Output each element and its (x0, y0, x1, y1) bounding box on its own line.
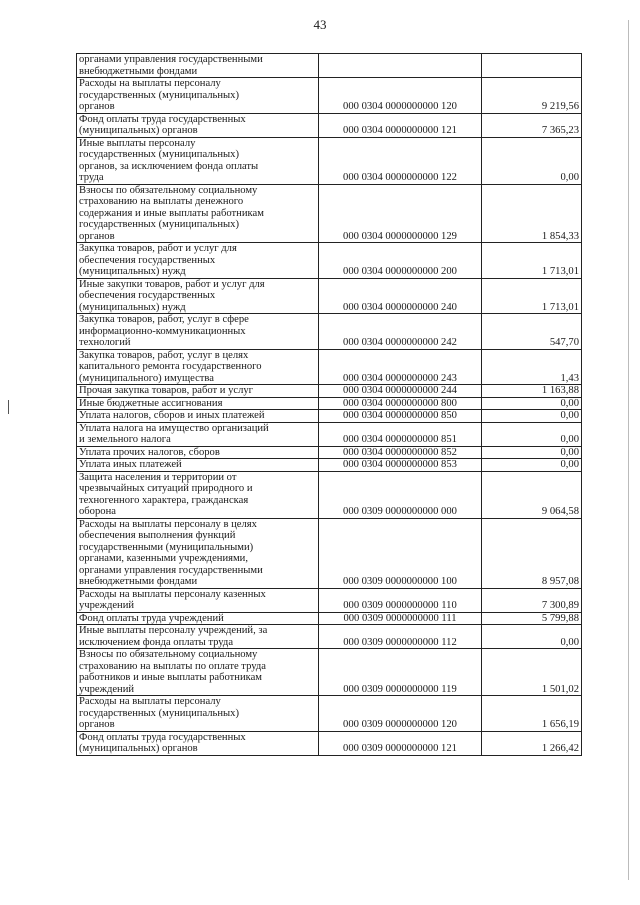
table-row (77, 184, 582, 243)
row-value-cell: 1 854,33 (482, 184, 582, 243)
row-name-line: Уплата налогов, сборов и иных платежей (79, 410, 265, 421)
row-code-cell: 000 0309 0000000000 112 (319, 625, 482, 649)
row-value-cell: 5 799,88 (482, 612, 582, 625)
row-name-line: содержания и иные выплаты работникам (79, 207, 264, 219)
row-code-cell: 000 0309 0000000000 110 (319, 588, 482, 612)
row-value-cell: 9 064,58 (482, 471, 582, 518)
row-value-cell: 1,43 (482, 349, 582, 385)
row-name-cell (77, 588, 319, 612)
row-name-line: Уплата прочих налогов, сборов (79, 446, 220, 458)
table-row (77, 459, 582, 472)
row-name-line: органами, казенными учреждениями, (79, 553, 249, 564)
row-name-cell (77, 397, 319, 410)
row-value-cell: 7 365,23 (482, 113, 582, 137)
right-margin-mark (628, 20, 629, 880)
row-name-line: (муниципальных) нужд (79, 301, 186, 313)
row-name-cell (77, 349, 319, 385)
row-name-line: Закупка товаров, работ, услуг в сфере (79, 314, 249, 325)
row-name-line: Фонд оплаты труда государственных (79, 731, 246, 743)
row-code-cell (319, 54, 482, 78)
row-name-line: Уплата иных платежей (79, 459, 182, 470)
row-name-cell (77, 184, 319, 243)
row-name-cell (77, 471, 319, 518)
table-row (77, 349, 582, 385)
row-value-cell: 1 713,01 (482, 243, 582, 279)
row-name-line: внебюджетными фондами (79, 576, 198, 587)
table-row (77, 471, 582, 518)
row-name-line: учреждений (79, 600, 135, 611)
row-name-line: оборона (79, 506, 116, 517)
table-row (77, 612, 582, 625)
row-name-cell (77, 385, 319, 398)
row-value-cell: 8 957,08 (482, 518, 582, 588)
table-row (77, 625, 582, 649)
row-code-cell: 000 0304 0000000000 851 (319, 422, 482, 446)
table-row (77, 243, 582, 279)
table-row (77, 731, 582, 755)
row-name-cell (77, 243, 319, 279)
row-name-line: Взносы по обязательному социальному (79, 649, 258, 660)
row-name-cell (77, 612, 319, 625)
row-value-cell: 1 656,19 (482, 696, 582, 732)
row-code-cell: 000 0304 0000000000 852 (319, 446, 482, 459)
row-name-line: (муниципального) имущества (79, 372, 214, 384)
row-name-cell (77, 113, 319, 137)
table-row (77, 649, 582, 696)
row-name-line: информационно-коммуникационных (79, 325, 246, 337)
table-row (77, 278, 582, 314)
row-name-line: органами управления государственными (79, 564, 263, 576)
row-name-line: капитального ремонта государственного (79, 361, 262, 372)
row-value-cell: 0,00 (482, 137, 582, 184)
row-name-line: Расходы на выплаты персоналу (79, 696, 221, 707)
row-code-cell: 000 0309 0000000000 120 (319, 696, 482, 732)
table-row (77, 137, 582, 184)
row-code-cell: 000 0309 0000000000 000 (319, 471, 482, 518)
row-name-line: Расходы на выплаты персоналу (79, 78, 221, 89)
row-name-cell (77, 54, 319, 78)
row-name-cell (77, 731, 319, 755)
row-value-cell: 1 713,01 (482, 278, 582, 314)
row-code-cell: 000 0304 0000000000 850 (319, 410, 482, 423)
row-name-line: органов, за исключением фонда оплаты (79, 160, 259, 172)
row-value-cell: 547,70 (482, 314, 582, 350)
table-row (77, 518, 582, 588)
row-name-cell (77, 459, 319, 472)
row-name-cell (77, 422, 319, 446)
row-name-line: страхованию на выплаты денежного (79, 196, 244, 207)
row-value-cell: 0,00 (482, 397, 582, 410)
row-value-cell: 0,00 (482, 410, 582, 423)
row-name-line: органов (79, 230, 115, 242)
row-code-cell: 000 0304 0000000000 120 (319, 78, 482, 114)
row-name-line: обеспечения государственных (79, 290, 216, 301)
row-value-cell: 0,00 (482, 422, 582, 446)
table-row (77, 446, 582, 459)
row-value-cell (482, 54, 582, 78)
row-name-line: Иные бюджетные ассигнования (79, 397, 223, 409)
row-name-cell (77, 625, 319, 649)
row-name-line: государственных (муниципальных) (79, 89, 239, 101)
page-number: 43 (313, 17, 327, 32)
row-name-cell (77, 649, 319, 696)
row-name-line: государственных (муниципальных) (79, 149, 239, 160)
row-code-cell: 000 0304 0000000000 244 (319, 385, 482, 398)
row-name-line: Закупка товаров, работ и услуг для (79, 243, 237, 254)
row-name-line: учреждений (79, 683, 135, 695)
row-name-line: и земельного налога (79, 434, 171, 445)
row-name-line: техногенного характера, гражданская (79, 494, 249, 506)
table-row (77, 410, 582, 423)
budget-table-body (77, 54, 582, 756)
row-name-line: Иные выплаты персоналу (79, 137, 196, 149)
row-name-line: Иные закупки товаров, работ и услуг для (79, 278, 265, 290)
row-name-line: Расходы на выплаты персоналу в целях (79, 518, 257, 530)
row-code-cell: 000 0304 0000000000 853 (319, 459, 482, 472)
row-name-line: Защита населения и территории от (79, 471, 237, 483)
table-row (77, 422, 582, 446)
row-name-line: обеспечения государственных (79, 254, 216, 266)
row-name-line: обеспечения выполнения функций (79, 530, 236, 541)
row-code-cell: 000 0309 0000000000 100 (319, 518, 482, 588)
table-row (77, 696, 582, 732)
row-name-cell (77, 446, 319, 459)
row-name-line: Закупка товаров, работ, услуг в целях (79, 349, 249, 361)
row-name-line: (муниципальных) органов (79, 125, 198, 136)
row-code-cell: 000 0304 0000000000 800 (319, 397, 482, 410)
row-name-line: Расходы на выплаты персоналу казенных (79, 588, 266, 600)
row-name-line: работников и иные выплаты работникам (79, 672, 263, 683)
row-name-line: государственных (муниципальных) (79, 219, 239, 230)
row-name-line: Прочая закупка товаров, работ и услуг (79, 385, 254, 396)
table-row (77, 588, 582, 612)
row-name-line: (муниципальных) органов (79, 743, 198, 754)
row-name-line: труда (79, 172, 104, 183)
row-name-line: чрезвычайных ситуаций природного и (79, 483, 253, 494)
row-name-line: технологий (79, 337, 131, 348)
row-code-cell: 000 0304 0000000000 129 (319, 184, 482, 243)
table-row (77, 314, 582, 350)
row-name-cell (77, 278, 319, 314)
row-code-cell: 000 0304 0000000000 122 (319, 137, 482, 184)
row-name-line: органов (79, 101, 115, 112)
row-value-cell: 1 163,88 (482, 385, 582, 398)
left-margin-mark (8, 400, 9, 414)
row-name-line: Фонд оплаты труда государственных (79, 113, 246, 125)
row-name-line: Взносы по обязательному социальному (79, 184, 258, 196)
row-value-cell: 0,00 (482, 625, 582, 649)
row-value-cell: 1 266,42 (482, 731, 582, 755)
row-code-cell: 000 0309 0000000000 119 (319, 649, 482, 696)
table-row (77, 113, 582, 137)
row-code-cell: 000 0304 0000000000 243 (319, 349, 482, 385)
table-row (77, 54, 582, 78)
row-value-cell: 7 300,89 (482, 588, 582, 612)
row-name-line: государственных (муниципальных) (79, 707, 239, 719)
row-code-cell: 000 0304 0000000000 200 (319, 243, 482, 279)
row-name-line: Уплата налога на имущество организаций (79, 422, 269, 434)
row-code-cell: 000 0304 0000000000 121 (319, 113, 482, 137)
row-name-cell (77, 696, 319, 732)
row-code-cell: 000 0304 0000000000 242 (319, 314, 482, 350)
row-name-line: Фонд оплаты труда учреждений (79, 612, 224, 624)
table-row (77, 78, 582, 114)
row-code-cell: 000 0304 0000000000 240 (319, 278, 482, 314)
row-name-cell (77, 314, 319, 350)
budget-table (76, 53, 582, 756)
row-name-cell (77, 137, 319, 184)
row-code-cell: 000 0309 0000000000 111 (319, 612, 482, 625)
row-value-cell: 0,00 (482, 446, 582, 459)
row-name-line: исключением фонда оплаты труда (79, 636, 234, 648)
row-name-line: внебюджетными фондами (79, 65, 198, 77)
row-value-cell: 0,00 (482, 459, 582, 472)
row-name-cell (77, 78, 319, 114)
row-name-line: органов (79, 719, 115, 730)
row-name-line: (муниципальных) нужд (79, 266, 186, 277)
row-value-cell: 9 219,56 (482, 78, 582, 114)
row-name-cell (77, 518, 319, 588)
table-row (77, 385, 582, 398)
table-row (77, 397, 582, 410)
row-name-line: страхованию на выплаты по оплате труда (79, 660, 266, 672)
row-name-line: органами управления государственными (79, 54, 263, 65)
row-value-cell: 1 501,02 (482, 649, 582, 696)
row-name-line: государственными (муниципальными) (79, 541, 254, 553)
row-code-cell: 000 0309 0000000000 121 (319, 731, 482, 755)
row-name-cell (77, 410, 319, 423)
row-name-line: Иные выплаты персоналу учреждений, за (79, 625, 268, 636)
